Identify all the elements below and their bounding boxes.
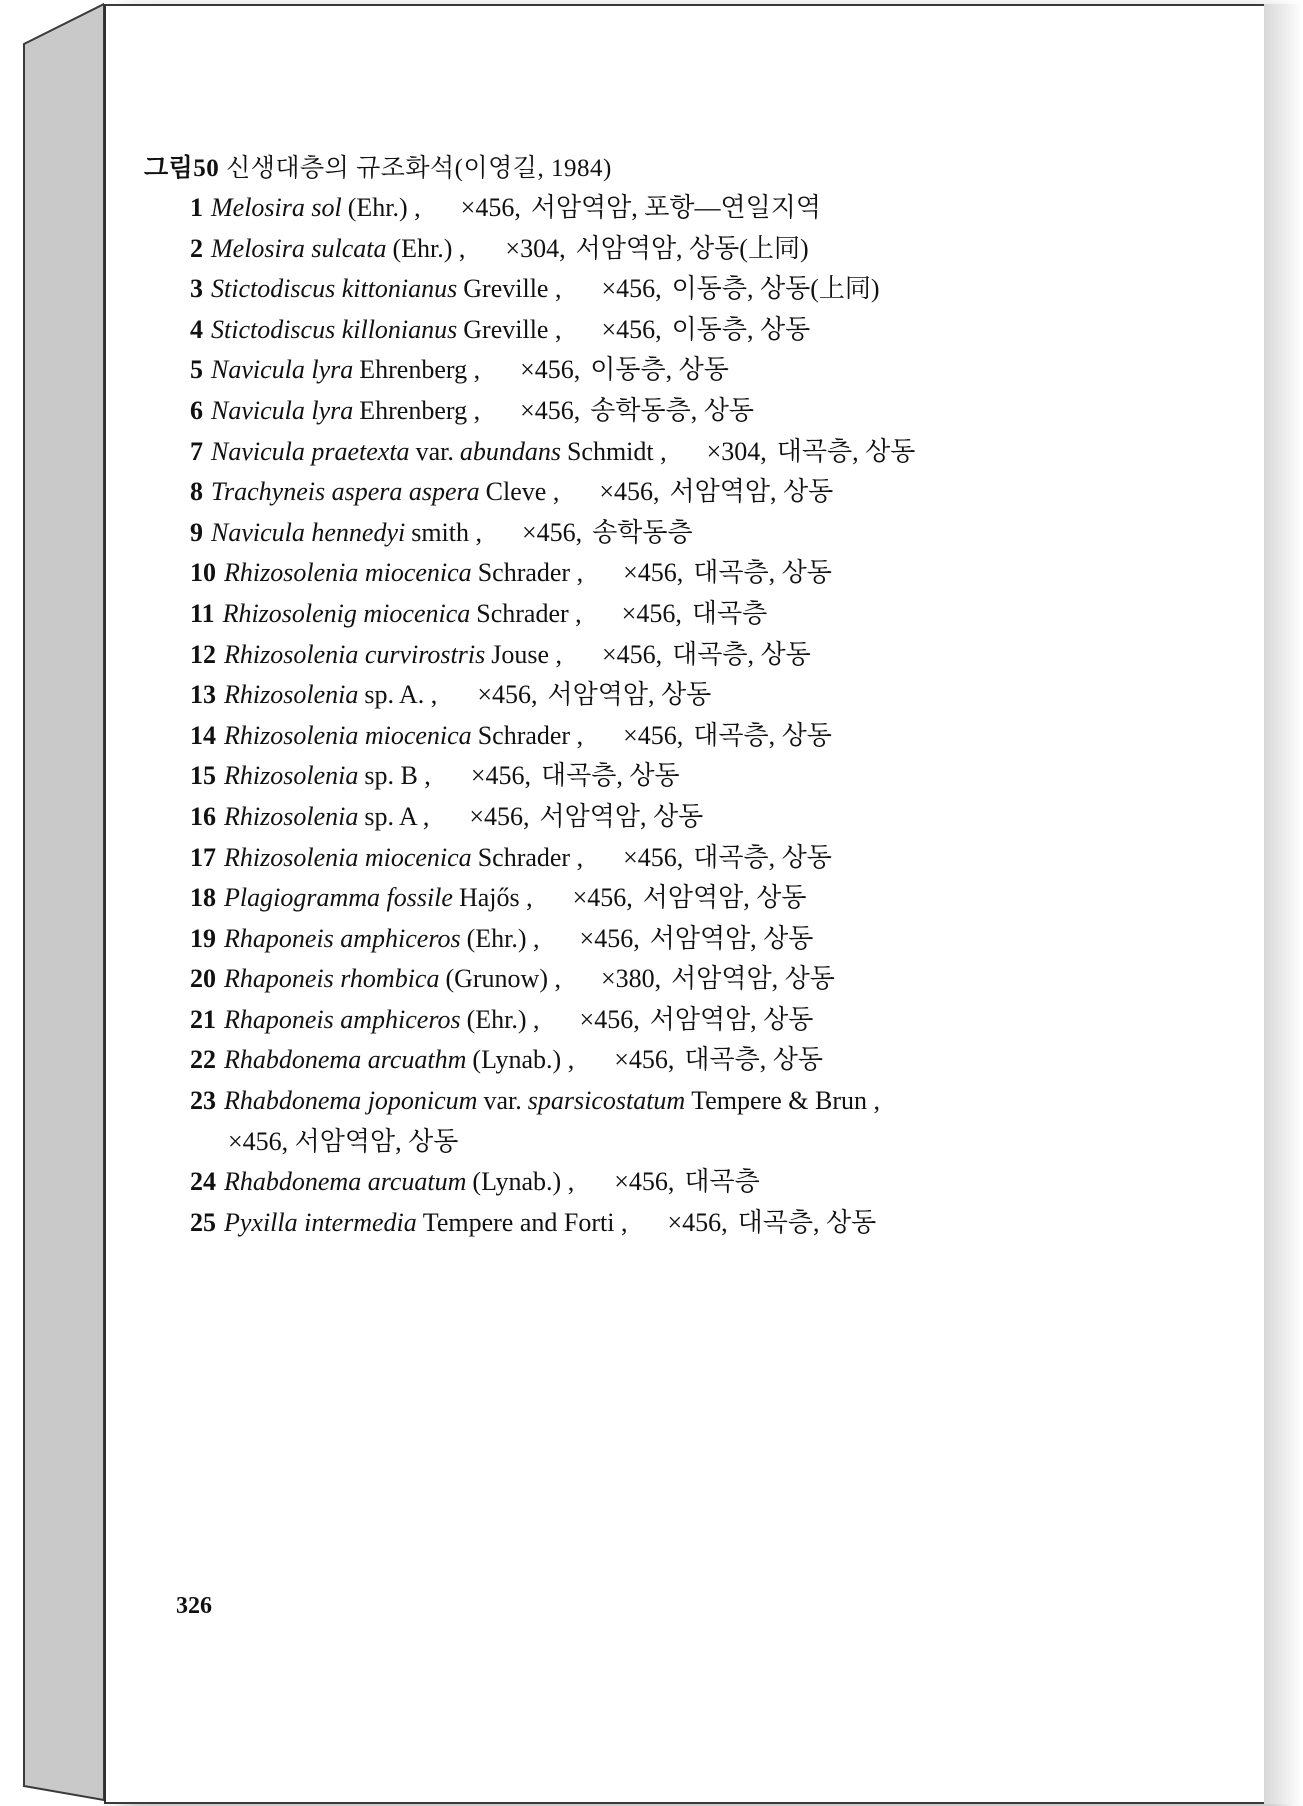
taxon-name: Rhizosolenia — [224, 761, 359, 791]
species-entry — [190, 1122, 1140, 1163]
entry-number: 19 — [190, 923, 216, 953]
taxon-name: Rhaponeis amphiceros — [224, 1004, 461, 1034]
locality: 송학동층, 상동 — [590, 395, 754, 425]
locality: 서암역암, 상동 — [642, 883, 807, 913]
magnification: ×456, — [579, 1004, 640, 1034]
taxon-name: Trachyneis aspera aspera — [211, 477, 480, 507]
magnification: ×304, — [706, 436, 767, 466]
variety-name: abundans — [459, 436, 561, 466]
entry-number: 10 — [190, 558, 216, 588]
magnification: ×456, — [599, 477, 660, 507]
entry-number: 17 — [190, 842, 216, 872]
taxon-author: Schrader , — [476, 598, 582, 628]
entry-number: 20 — [190, 964, 216, 994]
entry-number: 8 — [190, 477, 203, 507]
magnification: ×456, — [579, 923, 640, 953]
page-number: 326 — [176, 1593, 212, 1619]
species-list — [190, 188, 1140, 1243]
taxon-author: (Ehr.) , — [347, 193, 421, 222]
species-entry — [190, 350, 1140, 391]
taxon-name: Plagiogramma fossile — [224, 883, 453, 913]
taxon-author: var. — [483, 1086, 522, 1116]
entry-number: 1 — [190, 193, 203, 222]
locality: 대곡층, 상동 — [693, 842, 832, 872]
entry-number: 2 — [190, 233, 203, 263]
entry-number: 12 — [190, 639, 216, 669]
species-entry — [190, 1000, 1140, 1041]
magnification: ×456, — [520, 355, 581, 385]
taxon-name: Stictodiscus kittonianus — [211, 274, 458, 304]
taxon-name: Rhaponeis rhombica — [224, 964, 440, 994]
figure-label: 그림50 — [144, 155, 220, 182]
entry-number: 18 — [190, 883, 216, 913]
taxon-name: Rhizosolenia curvirostris — [224, 639, 486, 669]
locality: 송학동층 — [592, 517, 693, 547]
magnification: ×380, — [600, 964, 662, 994]
entry-continuation: ×456, 서암역암, 상동 — [228, 1126, 459, 1156]
taxon-author: (Lynab.) , — [472, 1167, 575, 1197]
species-entry — [190, 675, 1140, 716]
entry-number: 4 — [190, 314, 203, 344]
species-entry — [190, 756, 1140, 797]
entry-number: 9 — [190, 517, 203, 547]
taxon-name: Melosira sulcata — [211, 233, 387, 263]
taxon-name: Pyxilla intermedia — [224, 1207, 417, 1237]
species-entry — [190, 959, 1140, 1000]
magnification: ×456, — [602, 639, 663, 669]
magnification: ×456, — [614, 1045, 675, 1075]
entry-number: 6 — [190, 395, 203, 425]
variety-author: Schmidt , — [566, 436, 667, 466]
taxon-author: Cleve , — [485, 477, 560, 507]
taxon-author: (Grunow) , — [445, 964, 561, 994]
taxon-name: Rhaponeis amphiceros — [224, 923, 461, 953]
taxon-name: Rhizosolenia miocenica — [224, 842, 472, 872]
taxon-name: Navicula lyra — [211, 395, 354, 425]
locality: 이동층, 상동 — [590, 355, 729, 385]
taxon-author: var. — [415, 436, 454, 466]
locality: 대곡층, 상동 — [693, 558, 832, 588]
species-entry — [190, 269, 1140, 310]
species-entry — [190, 1162, 1140, 1203]
species-entry — [190, 878, 1140, 919]
species-entry — [190, 1081, 1140, 1122]
locality: 서암역암, 포항—연일지역 — [530, 193, 821, 222]
taxon-name: Melosira sol — [211, 193, 342, 222]
magnification: ×456, — [522, 517, 583, 547]
species-entry — [190, 553, 1140, 594]
taxon-name: Rhabdonema joponicum — [224, 1086, 478, 1116]
magnification: ×456, — [667, 1207, 728, 1237]
magnification: ×304, — [505, 233, 566, 263]
taxon-author: Schrader , — [477, 842, 584, 872]
species-entry — [190, 391, 1140, 432]
taxon-author: Hajős , — [458, 883, 533, 913]
species-entry — [190, 188, 1140, 229]
magnification: ×456, — [623, 720, 684, 750]
taxon-name: Rhizosolenia — [224, 680, 359, 710]
locality: 서암역암, 상동 — [547, 680, 712, 710]
magnification: ×456, — [520, 395, 581, 425]
locality: 이동층, 상동 — [671, 314, 811, 344]
entry-number: 11 — [190, 598, 215, 628]
taxon-name: Navicula hennedyi — [211, 517, 406, 547]
magnification: ×456, — [601, 314, 662, 344]
locality: 대곡층, 상동 — [684, 1045, 823, 1075]
locality: 서암역암, 상동 — [539, 801, 704, 831]
magnification: ×456, — [623, 842, 684, 872]
taxon-author: Jouse , — [491, 639, 562, 669]
figure-title: 신생대층의 규조화석(이영길, 1984) — [226, 155, 612, 182]
magnification: ×456, — [470, 761, 531, 791]
taxon-author: Schrader , — [477, 558, 584, 588]
variety-name: sparsicostatum — [527, 1086, 686, 1116]
taxon-author: Schrader , — [477, 720, 584, 750]
taxon-name: Rhizosolenia — [224, 801, 359, 831]
entry-number: 21 — [190, 1004, 216, 1034]
magnification: ×456, — [469, 801, 530, 831]
species-entry — [190, 838, 1140, 879]
book-spine — [0, 0, 104, 1806]
species-entry — [190, 1040, 1140, 1081]
variety-author: Tempere & Brun , — [691, 1086, 880, 1116]
species-entry — [190, 1203, 1140, 1244]
entry-number: 23 — [190, 1086, 216, 1116]
taxon-author: (Ehr.) , — [466, 923, 540, 953]
locality: 대곡층, 상동 — [737, 1207, 877, 1237]
locality: 대곡층, 상동 — [672, 639, 811, 669]
species-entry — [190, 432, 1140, 473]
taxon-author: Ehrenberg , — [359, 395, 481, 425]
taxon-author: (Lynab.) , — [472, 1045, 575, 1075]
locality: 서암역암, 상동 — [669, 477, 834, 507]
locality: 이동층, 상동(上同) — [671, 274, 880, 304]
locality: 대곡층, 상동 — [540, 761, 680, 791]
locality: 서암역암, 상동(上同) — [575, 233, 809, 263]
entry-number: 7 — [190, 436, 203, 466]
locality: 대곡층 — [691, 598, 768, 628]
locality: 서암역암, 상동 — [649, 923, 814, 953]
species-entry — [190, 716, 1140, 757]
magnification: ×456, — [621, 598, 682, 628]
taxon-name: Navicula praetexta — [211, 436, 410, 466]
species-entry — [190, 594, 1140, 635]
entry-number: 14 — [190, 720, 216, 750]
taxon-author: Greville , — [463, 274, 562, 304]
taxon-name: Rhizosolenia miocenica — [224, 558, 472, 588]
taxon-author: Tempere and Forti , — [422, 1207, 628, 1237]
taxon-name: Navicula lyra — [211, 355, 354, 385]
entry-number: 15 — [190, 761, 216, 791]
magnification: ×456, — [477, 680, 538, 710]
entry-number: 16 — [190, 801, 216, 831]
magnification: ×456, — [460, 193, 521, 222]
entry-number: 24 — [190, 1167, 216, 1197]
page-edge — [1264, 4, 1303, 1804]
taxon-name: Rhizosolenia miocenica — [224, 720, 472, 750]
entry-number: 13 — [190, 680, 216, 710]
taxon-name: Rhizosolenig miocenica — [222, 598, 471, 628]
taxon-name: Rhabdonema arcuatum — [224, 1167, 467, 1197]
taxon-author: Ehrenberg , — [359, 355, 481, 385]
species-entry — [190, 229, 1140, 270]
locality: 서암역암, 상동 — [649, 1004, 814, 1034]
magnification: ×456, — [623, 558, 684, 588]
taxon-author: (Ehr.) , — [392, 233, 466, 263]
taxon-name: Stictodiscus killonianus — [211, 314, 458, 344]
taxon-author: Greville , — [463, 314, 562, 344]
magnification: ×456, — [572, 883, 633, 913]
species-entry — [190, 513, 1140, 554]
entry-number: 22 — [190, 1045, 216, 1075]
taxon-author: (Ehr.) , — [466, 1004, 540, 1034]
magnification: ×456, — [614, 1167, 675, 1197]
entry-number: 25 — [190, 1207, 216, 1237]
taxon-author: sp. A , — [364, 801, 430, 831]
locality: 서암역암, 상동 — [671, 964, 835, 994]
magnification: ×456, — [601, 274, 662, 304]
locality: 대곡층 — [684, 1167, 760, 1197]
species-entry — [190, 472, 1140, 513]
entry-number: 5 — [190, 355, 203, 385]
entry-number: 3 — [190, 274, 203, 304]
locality: 대곡층, 상동 — [776, 436, 916, 466]
taxon-author: smith , — [411, 517, 483, 547]
locality: 대곡층, 상동 — [693, 720, 832, 750]
figure-caption — [144, 148, 612, 184]
taxon-name: Rhabdonema arcuathm — [224, 1045, 467, 1075]
species-entry — [190, 635, 1140, 676]
taxon-author: sp. B , — [364, 761, 431, 791]
taxon-author: sp. A. , — [364, 680, 438, 710]
species-entry — [190, 797, 1140, 838]
species-entry — [190, 919, 1140, 960]
species-entry — [190, 310, 1140, 351]
